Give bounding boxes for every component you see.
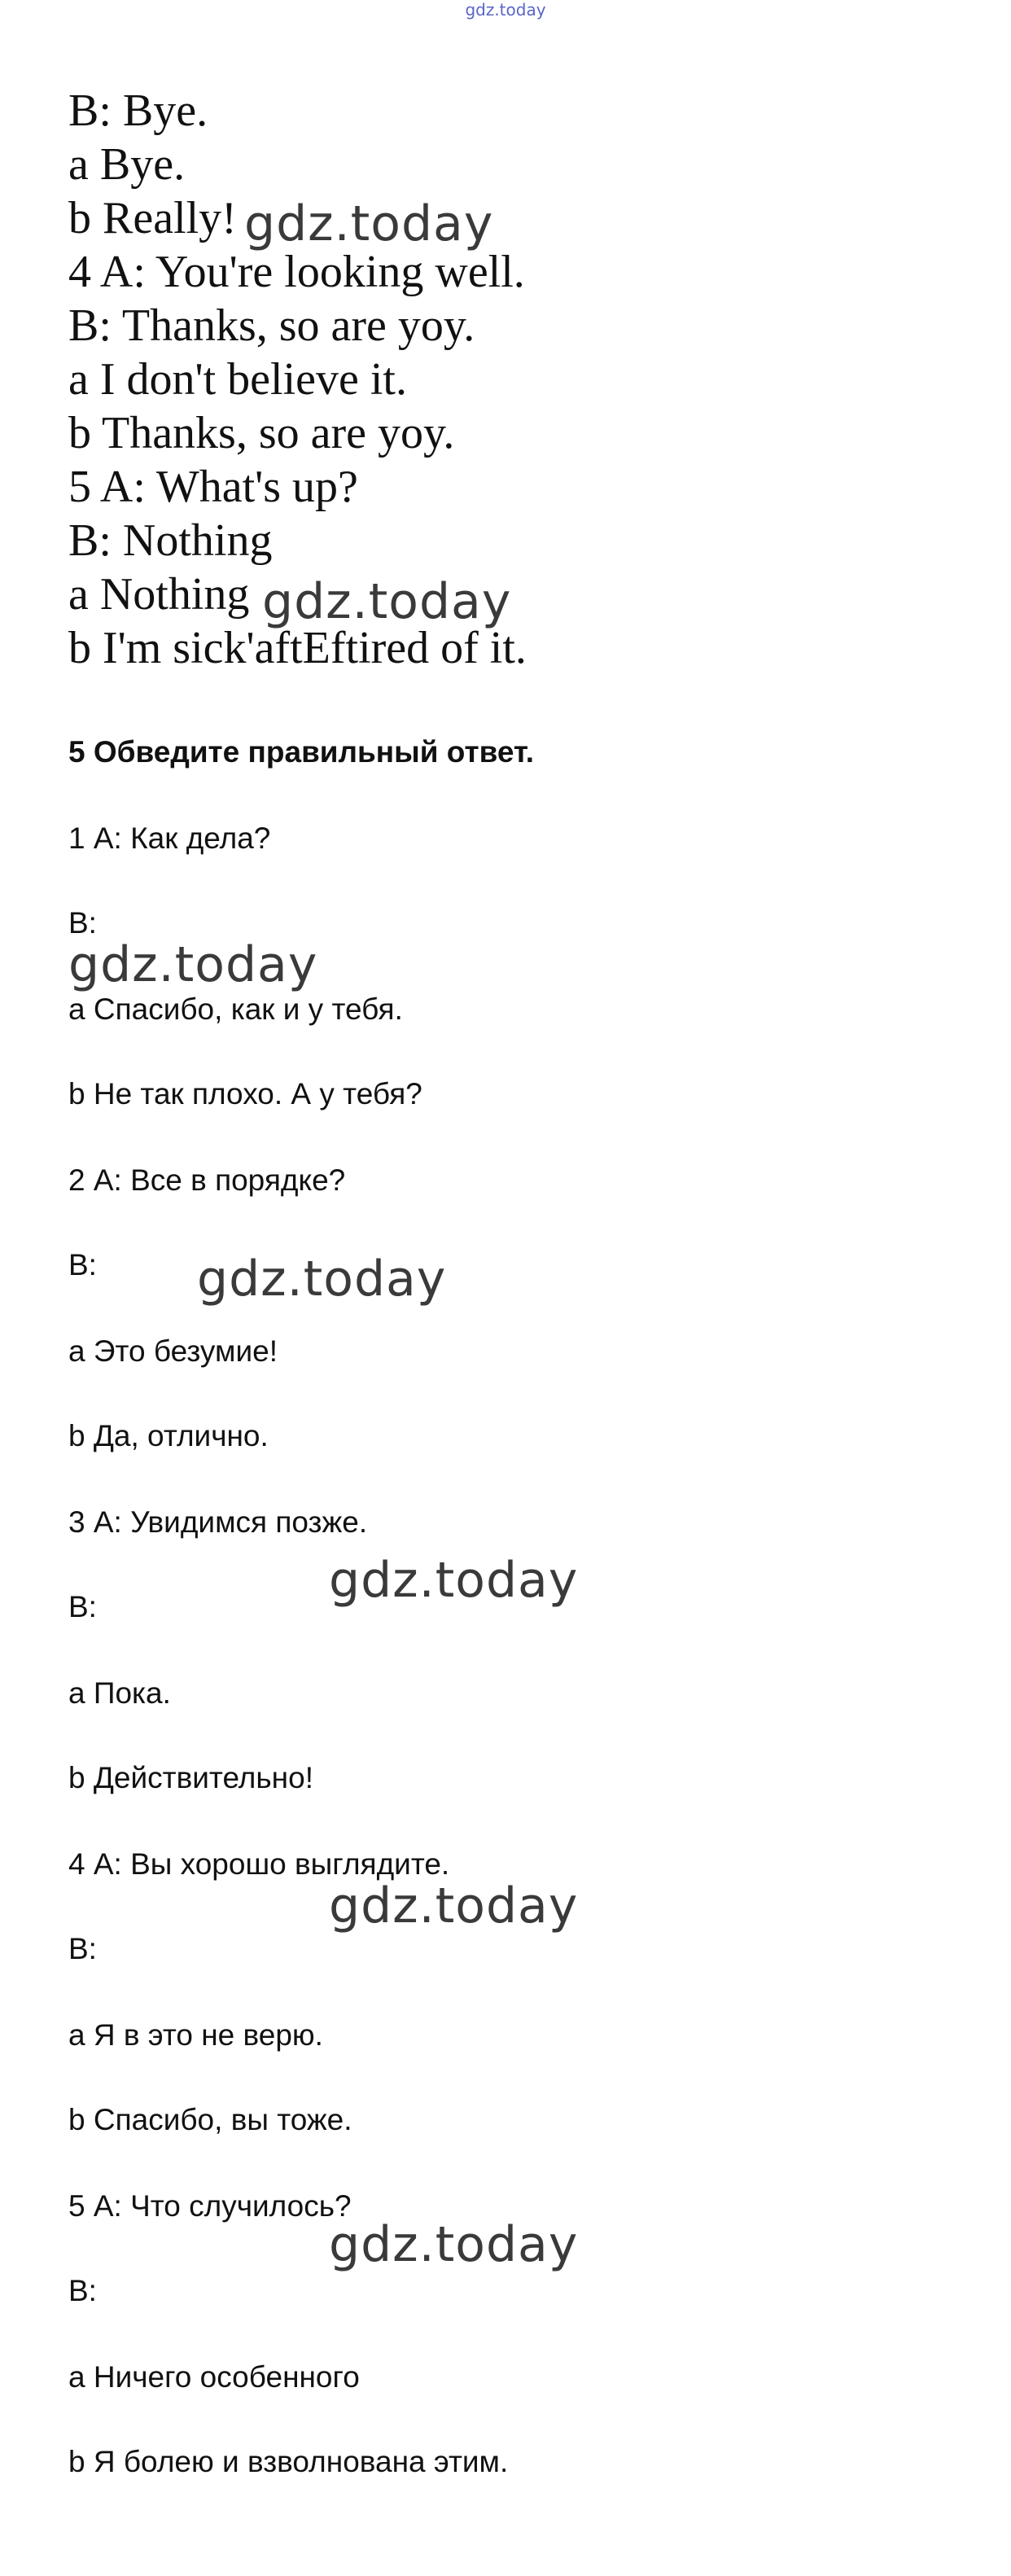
- exercise-line: b Спасибо, вы тоже.: [68, 2103, 352, 2136]
- english-line: a Bye.: [68, 139, 186, 190]
- exercise-line: 1 А: Как дела?: [68, 821, 271, 855]
- watermark: gdz.today: [329, 1877, 579, 1934]
- english-line: B: Nothing: [68, 515, 273, 566]
- exercise-line: a Это безумие!: [68, 1334, 278, 1368]
- english-line: B: Bye.: [68, 85, 208, 136]
- exercise-line: 4 А: Вы хорошо выглядите.: [68, 1847, 450, 1881]
- english-line: 5 A: What's up?: [68, 462, 358, 512]
- exercise-line: 5 А: Что случилось?: [68, 2189, 352, 2223]
- exercise-line: В:: [68, 1248, 97, 1281]
- exercise-line: b Я болею и взволнована этим.: [68, 2445, 509, 2478]
- watermark: gdz.today: [68, 936, 318, 993]
- exercise-line: В:: [68, 1590, 97, 1623]
- site-watermark-header: gdz.today: [465, 0, 546, 20]
- exercise-line: a Пока.: [68, 1676, 171, 1710]
- exercise-title: 5 Обведите правильный ответ.: [68, 735, 535, 769]
- english-line: b Really!: [68, 193, 237, 243]
- watermark: gdz.today: [244, 195, 494, 252]
- exercise-line: В:: [68, 2274, 97, 2307]
- english-line: B: Thanks, so are yoy.: [68, 300, 475, 351]
- english-line: a I don't believe it.: [68, 354, 407, 405]
- exercise-line: В:: [68, 906, 97, 940]
- english-line: 4 A: You're looking well.: [68, 247, 525, 297]
- exercise-line: a Ничего особенного: [68, 2360, 360, 2394]
- english-line: b Thanks, so are yoy.: [68, 408, 455, 458]
- exercise-line: b Да, отлично.: [68, 1419, 269, 1452]
- exercise-line: 2 А: Все в порядке?: [68, 1163, 346, 1197]
- exercise-line: b Не так плохо. А у тебя?: [68, 1077, 422, 1111]
- watermark: gdz.today: [329, 2216, 579, 2273]
- exercise-line: a Спасибо, как и у тебя.: [68, 992, 403, 1026]
- exercise-line: В:: [68, 1932, 97, 1965]
- watermark: gdz.today: [262, 573, 512, 630]
- english-line: a Nothing: [68, 569, 250, 620]
- watermark: gdz.today: [197, 1251, 447, 1308]
- watermark: gdz.today: [329, 1552, 579, 1609]
- exercise-line: a Я в это не верю.: [68, 2018, 323, 2052]
- exercise-line: b Действительно!: [68, 1761, 313, 1794]
- english-line: b I'm sick'aftEftired of it.: [68, 623, 527, 673]
- exercise-line: 3 А: Увидимся позже.: [68, 1505, 368, 1539]
